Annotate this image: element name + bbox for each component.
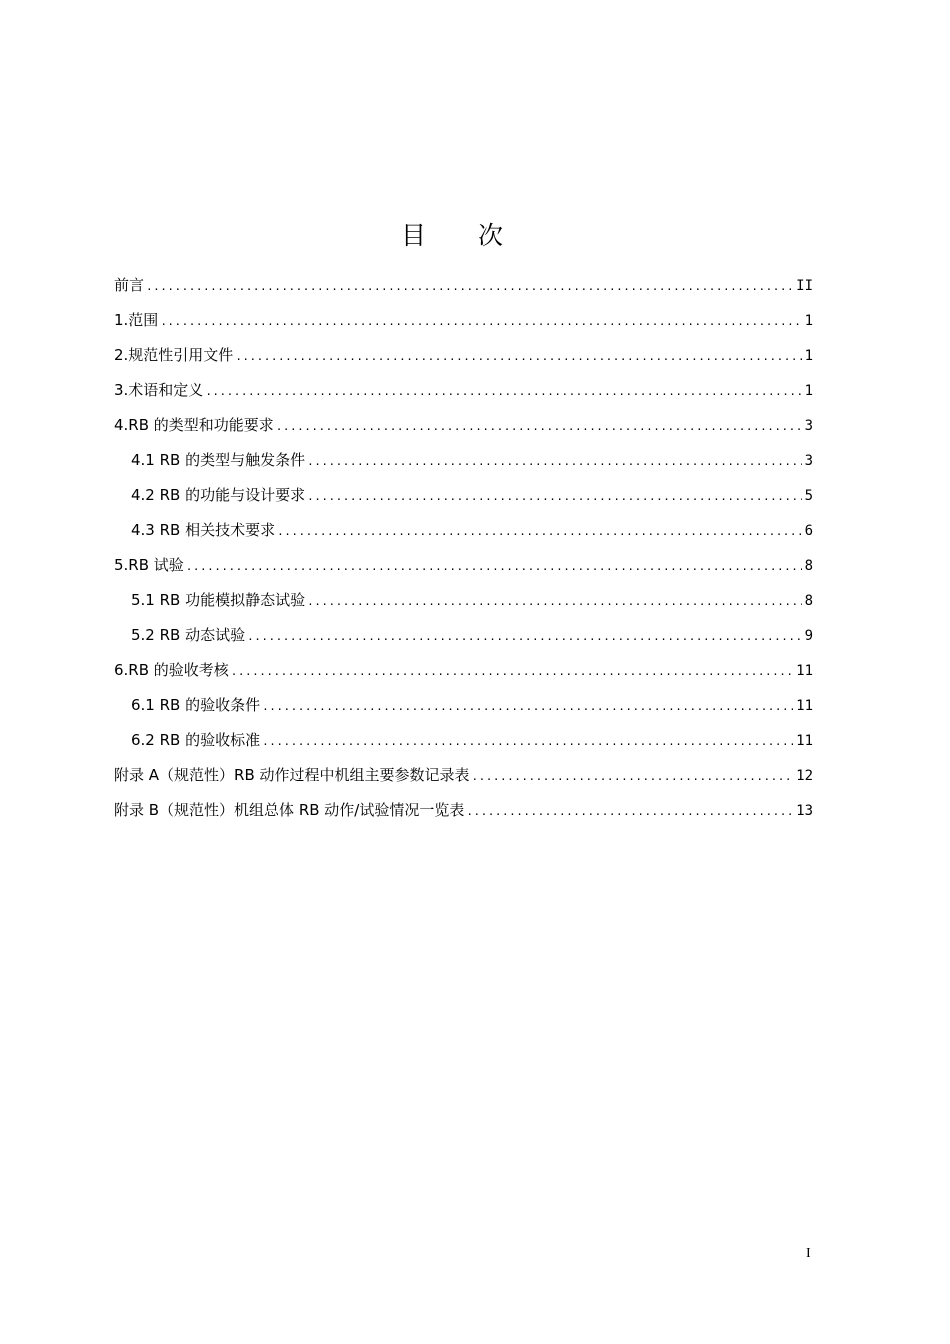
toc-entry-section-5-1[interactable] [114, 583, 813, 618]
toc-entry-page: 6 [804, 523, 813, 539]
toc-leader-dots [231, 654, 793, 689]
toc-entry-page: 11 [796, 698, 813, 714]
toc-leader-dots [247, 619, 801, 654]
toc-entry-page: 11 [796, 733, 813, 749]
toc-leader-dots [277, 514, 801, 549]
toc-entry-label: 前言 [114, 276, 145, 294]
toc-entry-section-4[interactable] [114, 408, 813, 443]
toc-entry-label: 6.1 RB 的验收条件 [131, 696, 261, 714]
toc-entry-page: 13 [796, 803, 813, 819]
toc-leader-dots [307, 444, 801, 479]
toc-entry-page: 1 [804, 313, 813, 329]
toc-entry-preface[interactable] [114, 268, 813, 303]
toc-list [114, 268, 813, 828]
toc-entry-section-4-1[interactable] [114, 443, 813, 478]
toc-entry-section-4-2[interactable] [114, 478, 813, 513]
toc-leader-dots [307, 584, 801, 619]
toc-leader-dots [205, 374, 801, 409]
toc-entry-label: 1.范围 [114, 311, 159, 329]
toc-entry-page: 11 [796, 663, 813, 679]
toc-entry-label: 5.1 RB 功能模拟静态试验 [131, 591, 306, 609]
toc-entry-label: 4.2 RB 的功能与设计要求 [131, 486, 306, 504]
toc-entry-label: 4.3 RB 相关技术要求 [131, 521, 276, 539]
toc-leader-dots [307, 479, 801, 514]
toc-leader-dots [235, 339, 801, 374]
toc-entry-label: 5.2 RB 动态试验 [131, 626, 246, 644]
toc-entry-appendix-a[interactable] [114, 758, 813, 793]
toc-entry-page: 12 [796, 768, 813, 784]
toc-entry-label: 附录 B（规范性）机组总体 RB 动作/试验情况一览表 [114, 801, 465, 819]
toc-entry-label: 2.规范性引用文件 [114, 346, 234, 364]
toc-entry-section-6-1[interactable] [114, 688, 813, 723]
toc-entry-page: 3 [804, 418, 813, 434]
toc-entry-section-6[interactable] [114, 653, 813, 688]
toc-entry-page: 1 [804, 348, 813, 364]
toc-entry-page: 8 [804, 593, 813, 609]
toc-entry-terms-definitions[interactable] [114, 373, 813, 408]
toc-leader-dots [146, 269, 793, 304]
toc-entry-page: 3 [804, 453, 813, 469]
toc-entry-label: 4.1 RB 的类型与触发条件 [131, 451, 306, 469]
toc-entry-section-6-2[interactable] [114, 723, 813, 758]
toc-entry-page: II [796, 278, 813, 294]
toc-entry-page: 8 [804, 558, 813, 574]
toc-entry-label: 6.RB 的验收考核 [114, 661, 229, 679]
toc-entry-label: 附录 A（规范性）RB 动作过程中机组主要参数记录表 [114, 766, 470, 784]
toc-leader-dots [472, 759, 794, 794]
toc-leader-dots [160, 304, 801, 339]
toc-entry-scope[interactable] [114, 303, 813, 338]
toc-leader-dots [262, 724, 793, 759]
toc-entry-page: 1 [804, 383, 813, 399]
toc-leader-dots [466, 794, 793, 829]
toc-leader-dots [186, 549, 802, 584]
toc-entry-appendix-b[interactable] [114, 793, 813, 828]
toc-entry-section-5[interactable] [114, 548, 813, 583]
toc-entry-page: 5 [804, 488, 813, 504]
toc-entry-page: 9 [804, 628, 813, 644]
toc-entry-label: 3.术语和定义 [114, 381, 204, 399]
toc-entry-section-4-3[interactable] [114, 513, 813, 548]
toc-entry-label: 5.RB 试验 [114, 556, 184, 574]
toc-title: 目 次 [401, 221, 525, 250]
toc-entry-label: 4.RB 的类型和功能要求 [114, 416, 274, 434]
toc-entry-normative-references[interactable] [114, 338, 813, 373]
toc-entry-section-5-2[interactable] [114, 618, 813, 653]
toc-entry-label: 6.2 RB 的验收标准 [131, 731, 261, 749]
toc-leader-dots [276, 409, 802, 444]
page-number: I [806, 1246, 811, 1261]
toc-leader-dots [262, 689, 793, 724]
